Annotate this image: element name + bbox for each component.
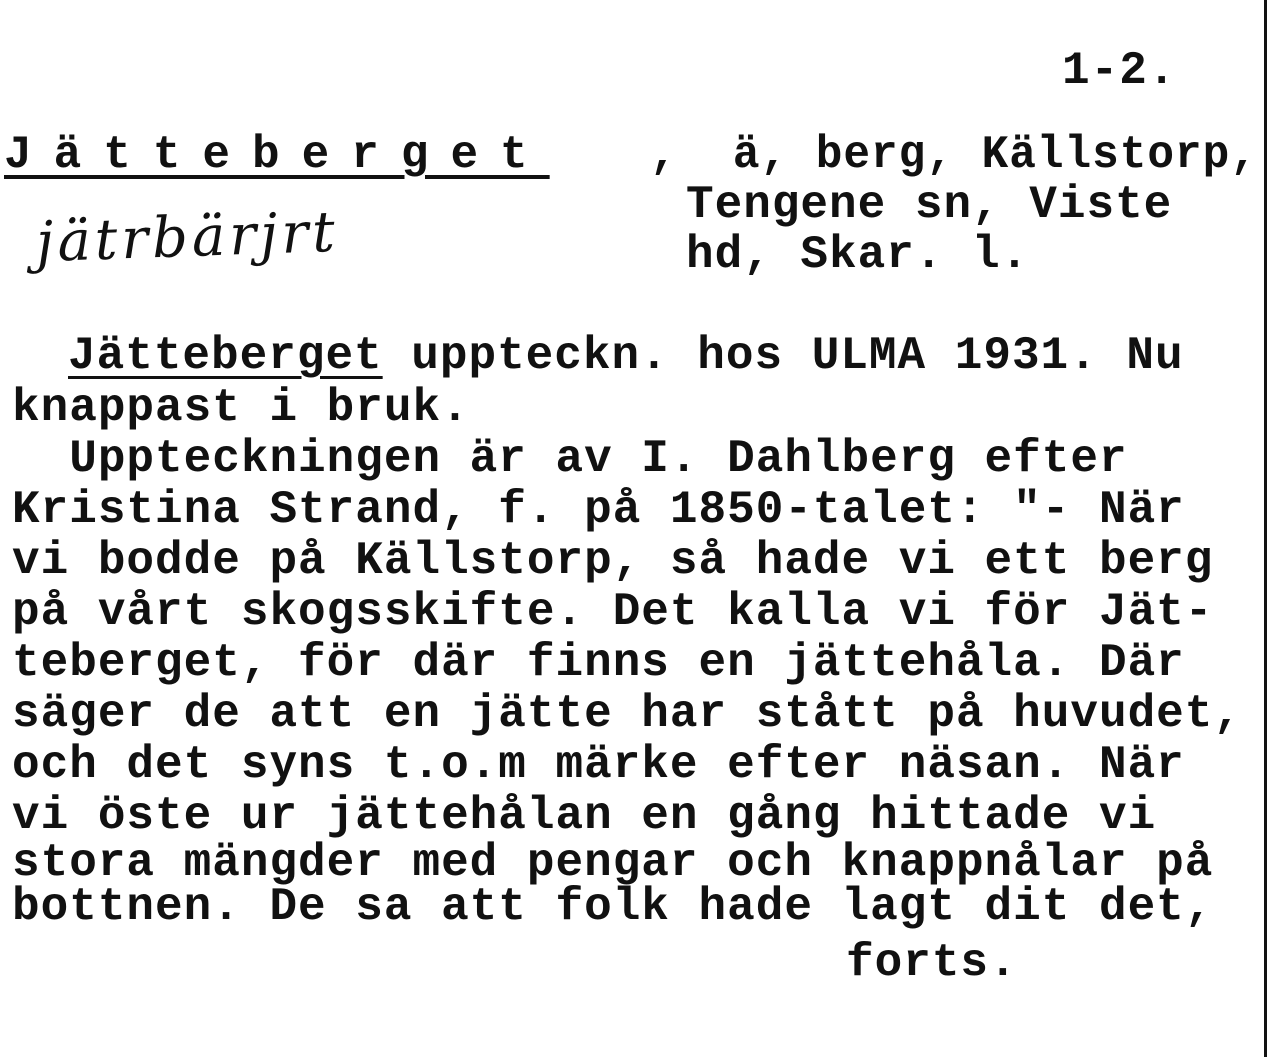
notation-line xyxy=(68,330,1184,382)
header-description-line-2: Tengene sn, Viste xyxy=(686,179,1173,231)
notation-rest: uppteckn. hos ULMA 1931. Nu xyxy=(382,330,1184,382)
header-description-line-3: hd, Skar. l. xyxy=(686,229,1030,281)
body-line: Uppteckningen är av I. Dahlberg efter xyxy=(12,433,1128,485)
body-line: vi öste ur jättehålan en gång hittade vi xyxy=(12,790,1157,842)
body-line: vi bodde på Källstorp, så hade vi ett berg xyxy=(12,535,1214,587)
header-description-line-1: , ä, berg, Källstorp, xyxy=(650,129,1258,181)
card-edge xyxy=(1264,0,1267,1057)
body-line: stora mängder med pengar och knappnålar på xyxy=(12,837,1214,889)
page-number: 1-2. xyxy=(1062,45,1177,97)
headword: Jätteberget xyxy=(4,129,550,181)
body-line: knappast i bruk. xyxy=(12,382,470,434)
body-line: Kristina Strand, f. på 1850-talet: "- När xyxy=(12,484,1185,536)
body-line: och det syns t.o.m märke efter näsan. När xyxy=(12,739,1185,791)
handwritten-phonetic: jätrbärjrt xyxy=(34,199,340,276)
notation-word: Jätteberget xyxy=(68,330,383,382)
body-line: säger de att en jätte har stått på huvudet, xyxy=(12,688,1242,740)
continuation-note: forts. xyxy=(846,937,1018,989)
body-line: bottnen. De sa att folk hade lagt dit det, xyxy=(12,881,1214,933)
body-line: på vårt skogsskifte. Det kalla vi för Jät- xyxy=(12,586,1214,638)
body-line: teberget, för där finns en jättehåla. Där xyxy=(12,637,1185,689)
